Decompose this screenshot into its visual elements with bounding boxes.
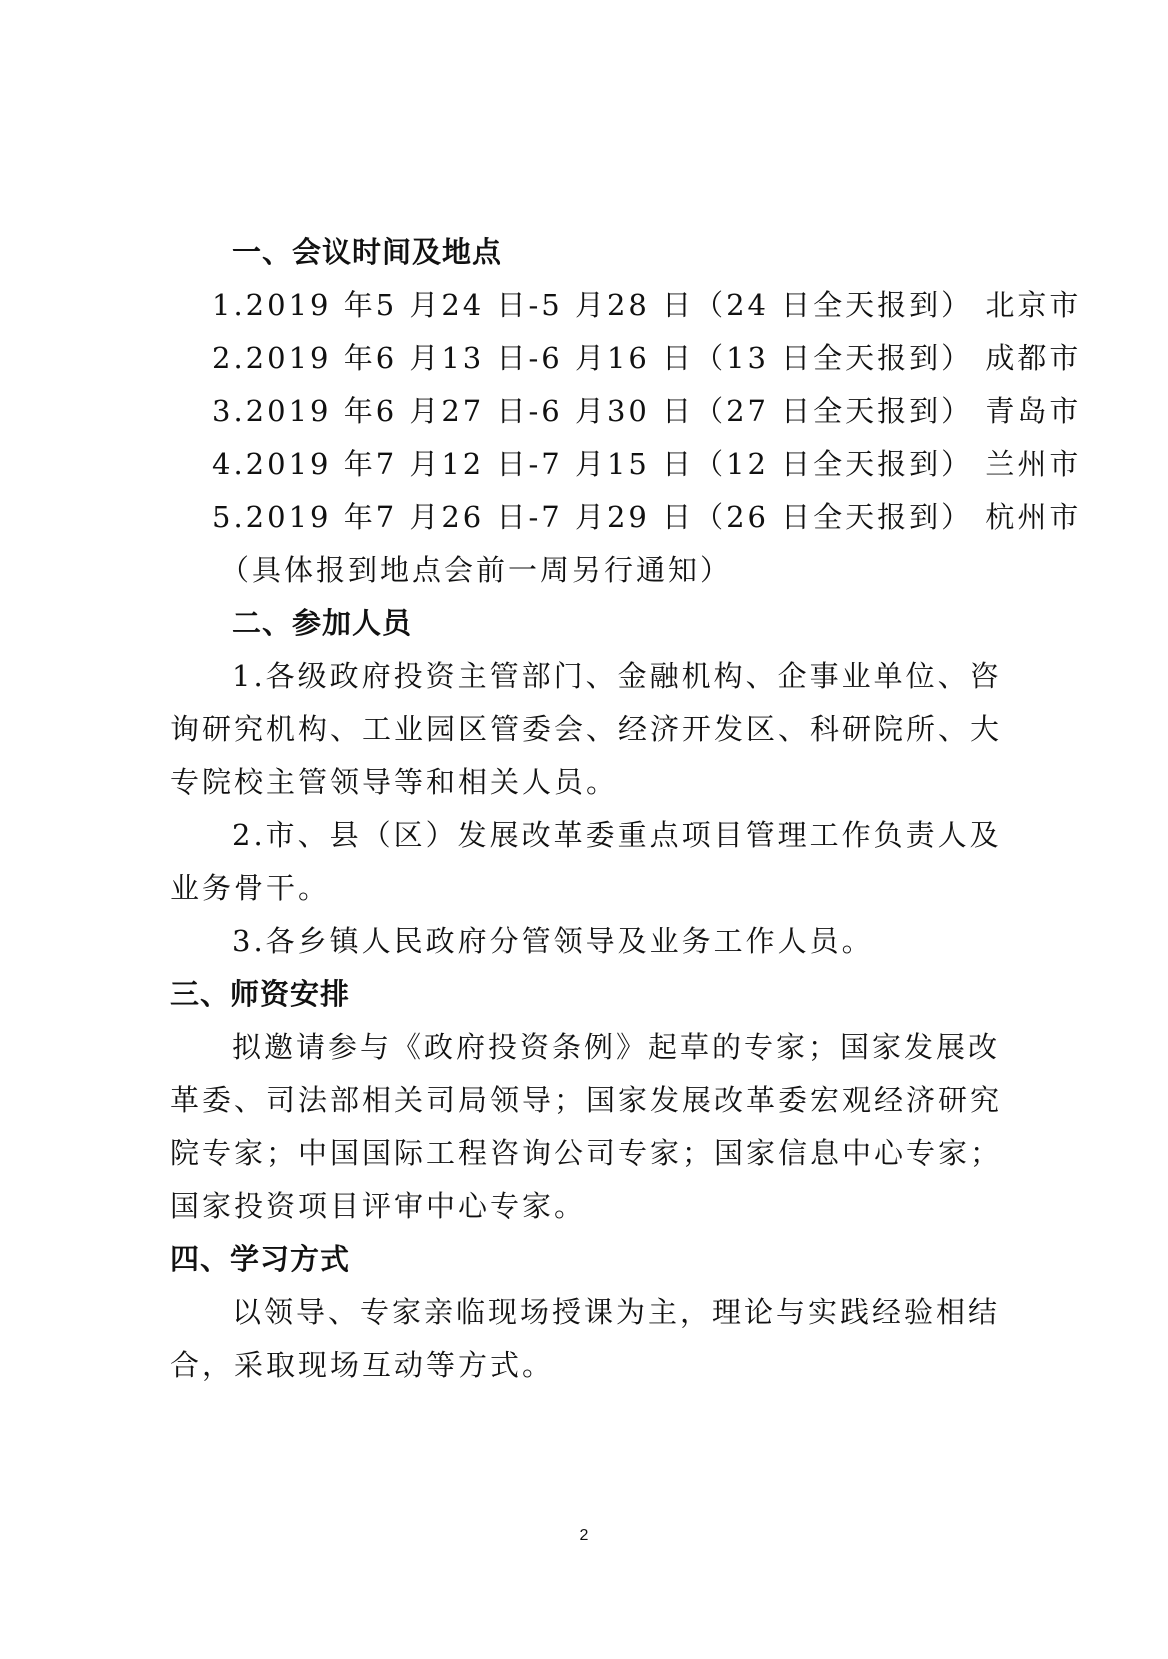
participants-1-line-3: 专院校主管领导等和相关人员。: [170, 765, 619, 799]
faculty-line-4: 国家投资项目评审中心专家。: [170, 1189, 587, 1223]
participants-1-line-2: 询研究机构、工业园区管委会、经济开发区、科研院所、大: [170, 712, 1003, 746]
section-heading-faculty: 三、师资安排: [170, 977, 351, 1011]
schedule-item-4: 4.2019 年7 月12 日-7 月15 日（12 日全天报到） 兰州市: [212, 447, 1082, 481]
participants-1-line-1: 1.各级政府投资主管部门、金融机构、企事业单位、咨: [232, 659, 1002, 693]
faculty-line-2: 革委、司法部相关司局领导；国家发展改革委宏观经济研究: [170, 1083, 1003, 1117]
schedule-item-5: 5.2019 年7 月26 日-7 月29 日（26 日全天报到） 杭州市: [212, 500, 1082, 534]
participants-2-line-2: 业务骨干。: [170, 871, 331, 905]
method-line-1: 以领导、专家亲临现场授课为主，理论与实践经验相结: [232, 1295, 1001, 1329]
section-heading-participants: 二、参加人员: [232, 606, 413, 640]
participants-2-line-1: 2.市、县（区）发展改革委重点项目管理工作负责人及: [232, 818, 1002, 852]
schedule-item-2: 2.2019 年6 月13 日-6 月16 日（13 日全天报到） 成都市: [212, 341, 1082, 375]
schedule-note: （具体报到地点会前一周另行通知）: [220, 553, 733, 587]
faculty-line-1: 拟邀请参与《政府投资条例》起草的专家；国家发展改: [232, 1030, 1001, 1064]
section-heading-time-location: 一、会议时间及地点: [232, 235, 503, 269]
section-heading-learning-method: 四、学习方式: [170, 1242, 351, 1276]
participants-3: 3.各乡镇人民政府分管领导及业务工作人员。: [232, 924, 874, 958]
schedule-item-3: 3.2019 年6 月27 日-6 月30 日（27 日全天报到） 青岛市: [212, 394, 1082, 428]
schedule-item-1: 1.2019 年5 月24 日-5 月28 日（24 日全天报到） 北京市: [212, 288, 1082, 322]
faculty-line-3: 院专家；中国国际工程咨询公司专家；国家信息中心专家；: [170, 1136, 1003, 1170]
page-number: 2: [579, 1527, 589, 1544]
method-line-2: 合，采取现场互动等方式。: [170, 1348, 555, 1382]
